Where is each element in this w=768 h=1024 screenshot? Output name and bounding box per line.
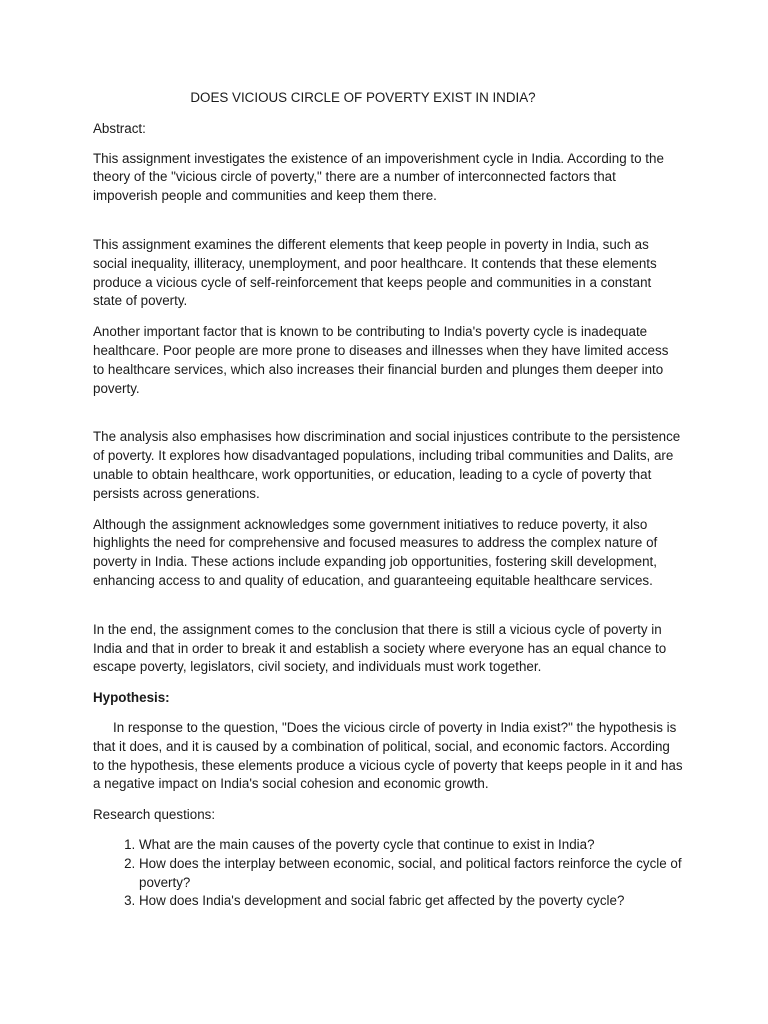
document-page xyxy=(93,89,683,911)
abstract-heading: Abstract: xyxy=(93,120,146,136)
abstract-paragraph: In the end, the assignment comes to the conclusion that there is still a vicious cycle of poverty in India and that in order to break it and establish a society where everyone has an equal chance to escape poverty, legislators, civil society, and individuals must work together. xyxy=(93,621,667,675)
list-item: 2. How does the interplay between economic, social, and political factors reinforce the cycle of poverty? xyxy=(139,855,683,893)
abstract-paragraph: Although the assignment acknowledges some government initiatives to reduce poverty, it also highlights the need for comprehensive and focused measures to address the complex nature of poverty in India. These actions include expanding job opportunities, fostering skill development, enhancing access to and quality of education, and guaranteeing equitable healthcare services. xyxy=(93,516,658,588)
research-questions-list xyxy=(93,836,683,911)
research-questions-heading: Research questions: xyxy=(93,807,216,823)
abstract-paragraph: This assignment investigates the existence of an impoverishment cycle in India. According to the theory of the "vicious circle of poverty," there are a number of interconnected factors that impoverish people and communities and keep them there. xyxy=(93,150,664,204)
hypothesis-paragraph: In response to the question, "Does the vicious circle of poverty in India exist?" the hypothesis is that it does, and it is caused by a combination of political, social, and economic factors. According to the hypothesis, these elements produce a vicious cycle of poverty that keeps people in it and has a negative impact on India's social cohesion and economic growth. xyxy=(93,719,683,792)
list-item: 3. How does India's development and social fabric get affected by the poverty cycle? xyxy=(139,892,683,911)
hypothesis-heading: Hypothesis: xyxy=(93,690,170,706)
list-item: 1. What are the main causes of the poverty cycle that continue to exist in India? xyxy=(139,836,683,855)
abstract-paragraph: Another important factor that is known to be contributing to India's poverty cycle is inadequate healthcare. Poor people are more prone to diseases and illnesses when they have limited access to healthcare services, which also increases their financial burden and plunges them deeper into poverty. xyxy=(93,324,669,396)
document-title: DOES VICIOUS CIRCLE OF POVERTY EXIST IN INDIA? xyxy=(190,90,536,105)
abstract-paragraph: The analysis also emphasises how discrimination and social injustices contribute to the persistence of poverty. It explores how disadvantaged populations, including tribal communities and Dalits, are unable to obtain healthcare, work opportunities, or education, leading to a cycle of poverty that persists across generations. xyxy=(93,429,681,501)
abstract-paragraph: This assignment examines the different elements that keep people in poverty in India, such as social inequality, illiteracy, unemployment, and poor healthcare. It contends that these elements produce a vicious cycle of self-reinforcement that keeps people and communities in a constant state of poverty. xyxy=(93,236,657,309)
